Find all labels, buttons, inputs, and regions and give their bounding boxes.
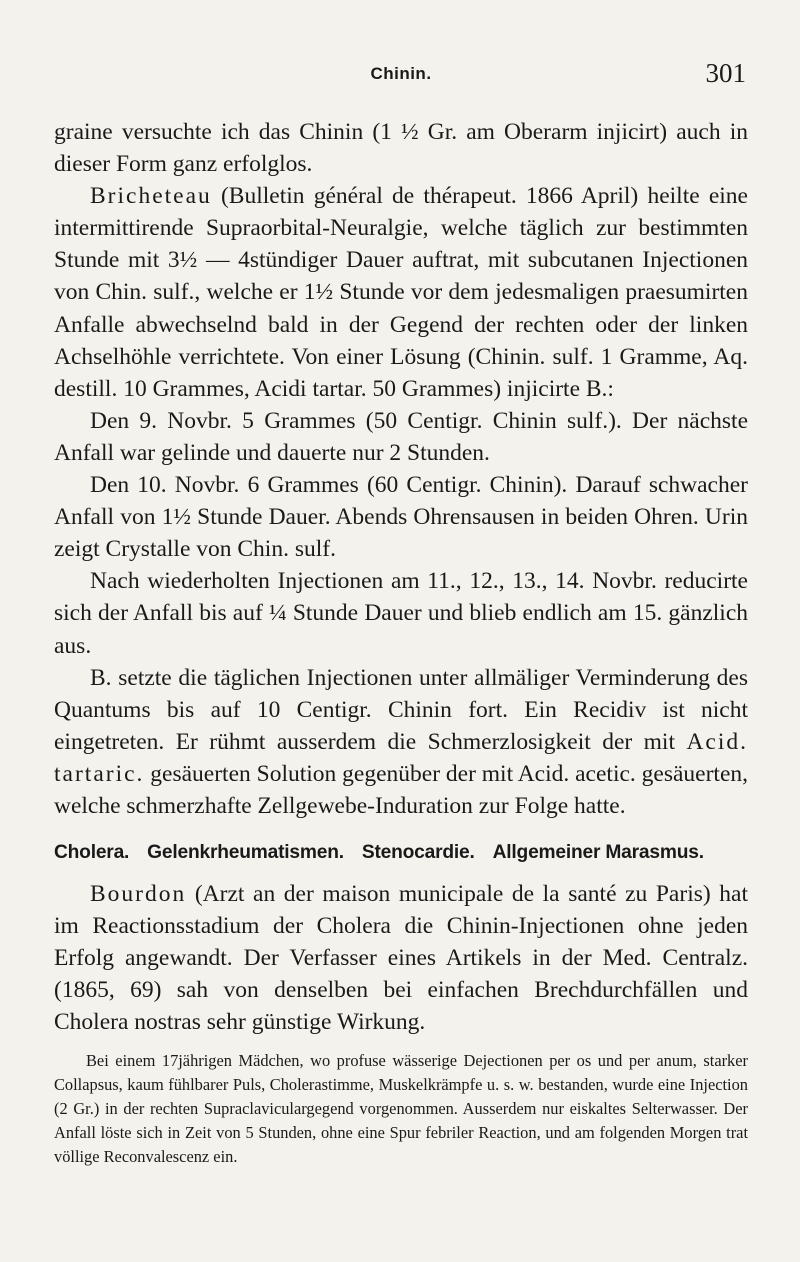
section-heading <box>54 842 748 864</box>
case-report-paragraph: Bei einem 17jährigen Mädchen, wo profuse wässerige Dejectionen per os und per anum, starker Collapsus, kaum fühlbarer Puls, Cholerastimme, Muskelkrämpfe u. s. w. bestanden, wurde eine Injection (2 Gr.) in der rechten Supraclaviculargegend vorgenommen. Ausserdem nur eiskaltes Selterwasser. Der Anfall löste sich in Zeit von 5 Stunden, ohne eine Spur febriler Reaction, und am folgenden Morgen trat völlige Reconvalescenz ein. <box>54 1050 748 1167</box>
heading-item-gelenkrheumatismen: Gelenkrheumatismen. <box>147 842 344 864</box>
author-name: Bricheteau <box>90 183 212 210</box>
page-number: 301 <box>705 58 746 88</box>
paragraph <box>54 565 748 661</box>
paragraph-text: Nach wiederholten Injectionen am 11., 12., 13., 14. Novbr. reducirte sich der Anfall bis auf ¼ Stunde Dauer und blieb endlich am 15. gänzlich aus. <box>54 568 748 659</box>
paragraph <box>54 662 748 822</box>
emphasized-term: Acid. tartaric. <box>54 728 748 787</box>
paragraph-text: Den 10. Novbr. 6 Grammes (60 Centigr. Chinin). Darauf schwacher Anfall von 1½ Stunde Dauer. Abends Ohrensausen in beiden Ohren. Urin zeigt Crystalle von Chin. sulf. <box>54 472 748 563</box>
heading-item-cholera: Cholera. <box>54 842 130 864</box>
paragraph <box>54 878 748 1038</box>
paragraph <box>54 405 748 469</box>
book-page <box>54 0 748 1262</box>
paragraph-text: (Arzt an der maison municipale de la santé zu Paris) hat im Reactionsstadium der Cholera die Chinin-Injectionen ohne jeden Erfolg angewandt. Der Verfasser eines Artikels in der Med. Centralz. (1865, 69) sah von denselben bei einfachen Brechdurchfällen und Cholera nostras sehr günstige Wirkung. <box>54 881 748 1036</box>
paragraph-text: B. setzte die täglichen Injectionen unter allmäliger Verminderung des Quantums bis auf 10 Centigr. Chinin fort. Ein Recidiv ist nicht eingetreten. Er rühmt ausserdem die Schmerzlosigkeit der mit <box>54 664 748 755</box>
paragraph-text: (Bulletin général de thérapeut. 1866 April) heilte eine intermittirende Supraorbital-Neuralgie, welche täglich zur bestimmten Stunde mit 3½ — 4stündiger Dauer auftrat, mit subcutanen Injectionen von Chin. sulf., welche er 1½ Stunde vor dem jedesmaligen praesumirten Anfalle abwechselnd bald in der Gegend der rechten oder der linken Achselhöhle verrichtete. Von einer Lösung (Chinin. sulf. 1 Gramme, Aq. destill. 10 Grammes, Acidi tartar. 50 Grammes) injicirte B.: <box>54 183 748 402</box>
paragraph-text: gesäuerten Solution gegenüber der mit Acid. acetic. gesäuerten, welche schmerzhafte Zellgewebe-Induration zur Folge hatte. <box>54 760 749 819</box>
paragraph <box>54 116 748 180</box>
running-title: Chinin. <box>370 64 432 83</box>
body-text <box>54 116 748 1170</box>
paragraph-text: graine versuchte ich das Chinin (1 ½ Gr. am Oberarm injicirt) auch in dieser Form ganz erfolglos. <box>54 119 748 178</box>
paragraph <box>54 469 748 565</box>
page-header <box>54 58 748 98</box>
heading-item-stenocardie: Stenocardie. <box>361 842 475 864</box>
paragraph-text: Den 9. Novbr. 5 Grammes (50 Centigr. Chinin sulf.). Der nächste Anfall war gelinde und dauerte nur 2 Stunden. <box>54 407 748 466</box>
author-name: Bourdon <box>90 881 187 908</box>
heading-item-marasmus: Allgemeiner Marasmus. <box>492 842 704 864</box>
paragraph <box>54 180 748 405</box>
